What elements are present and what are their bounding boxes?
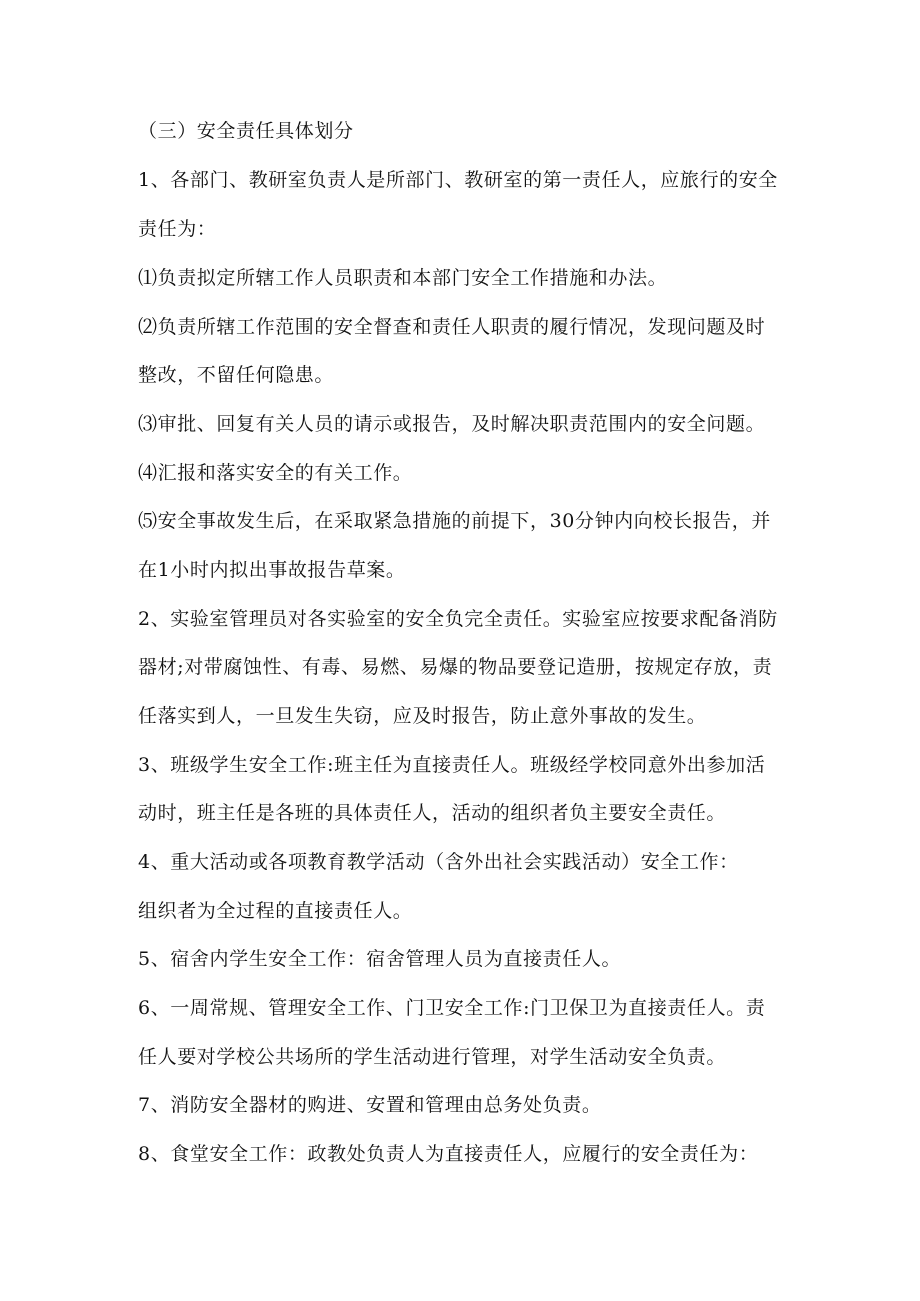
paragraph-line: 3、班级学生安全工作:班主任为直接责任人。班级经学校同意外出参加活: [138, 754, 766, 776]
paragraph-line: 4、重大活动或各项教育教学活动（含外出社会实践活动）安全工作：: [138, 851, 739, 873]
paragraph-line: 在1小时内拟出事故报告草案。: [138, 559, 406, 581]
paragraph-line: 1、各部门、教研室负责人是所部门、教研室的第一责任人，应旅行的安全: [138, 169, 778, 191]
paragraph-line: ⑶审批、回复有关人员的请示或报告，及时解决职责范围内的安全问题。: [138, 413, 766, 435]
paragraph-line: 6、一周常规、管理安全工作、门卫安全工作:门卫保卫为直接责任人。责: [138, 997, 766, 1019]
paragraph-line: 任人要对学校公共场所的学生活动进行管理，对学生活动安全负责。: [138, 1046, 727, 1068]
paragraph-line: 2、实验室管理员对各实验室的安全负完全责任。实验室应按要求配备消防: [138, 608, 778, 630]
paragraph-line: 5、宿舍内学生安全工作：宿舍管理人员为直接责任人。: [138, 948, 622, 970]
paragraph-line: ⑷汇报和落实安全的有关工作。: [138, 462, 413, 484]
paragraph-line: ⑸安全事故发生后，在采取紧急措施的前提下，30分钟内向校长报告，并: [138, 510, 771, 532]
paragraph-line: ⑵负责所辖工作范围的安全督查和责任人职责的履行情况，发现问题及时: [138, 316, 766, 338]
paragraph-line: 组织者为全过程的直接责任人。: [138, 900, 413, 922]
section-heading: （三）安全责任具体划分: [138, 120, 354, 142]
paragraph-line: 7、消防安全器材的购进、安置和管理由总务处负责。: [138, 1094, 602, 1116]
paragraph-line: 8、食堂安全工作：政教处负责人为直接责任人，应履行的安全责任为：: [138, 1143, 759, 1165]
paragraph-line: 器材;对带腐蚀性、有毒、易燃、易爆的物品要登记造册，按规定存放，责: [138, 656, 773, 678]
paragraph-line: ⑴负责拟定所辖工作人员职责和本部门安全工作措施和办法。: [138, 267, 668, 289]
paragraph-line: 任落实到人，一旦发生失窃，应及时报告，防止意外事故的发生。: [138, 705, 707, 727]
paragraph-line: 动时，班主任是各班的具体责任人，活动的组织者负主要安全责任。: [138, 802, 727, 824]
paragraph-line: 整改，不留任何隐患。: [138, 364, 335, 386]
paragraph-line: 责任为：: [138, 218, 217, 240]
